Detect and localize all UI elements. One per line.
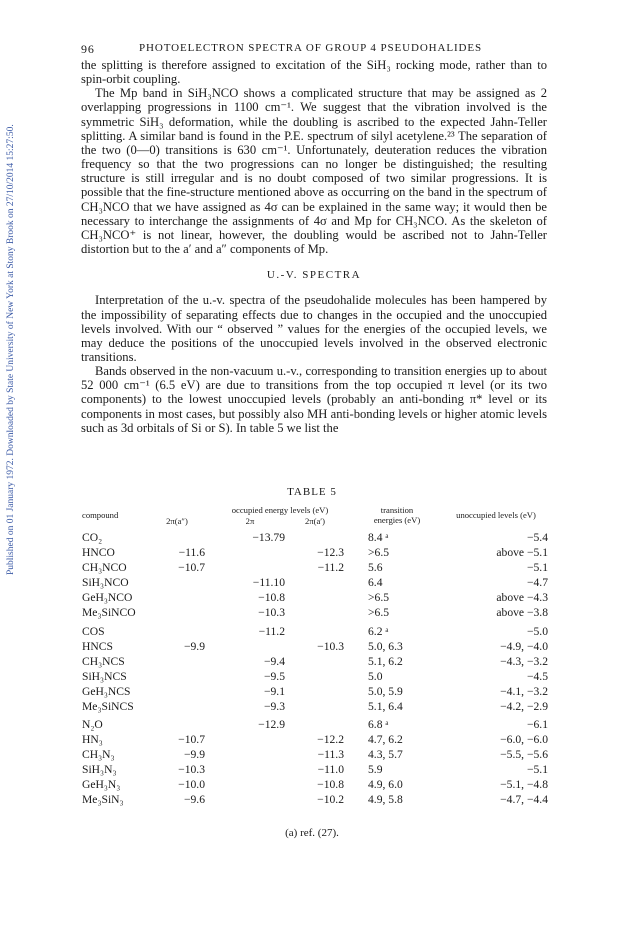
table-cell-ap: −10.3 bbox=[317, 640, 344, 653]
table-cell-compound: GeH₃N₃ bbox=[82, 778, 121, 791]
table-cell-compound: Me₃SiNCS bbox=[82, 700, 134, 713]
table-cell-tr: 5.0, 5.9 bbox=[368, 685, 403, 698]
table-cell-tr: 5.1, 6.2 bbox=[368, 655, 403, 668]
table-cell-compound: SiH₃N₃ bbox=[82, 763, 117, 776]
table-cell-pi: −11.2 bbox=[258, 625, 285, 638]
paragraph: the splitting is therefore assigned to excitation of the SiH₃ rocking mode, rather than to spin-orbit coupling. bbox=[81, 58, 547, 87]
col-header-unoccupied: unoccupied levels (eV) bbox=[456, 510, 536, 520]
table-cell-tr: 5.6 bbox=[368, 561, 383, 574]
table-footnote: (a) ref. (27). bbox=[285, 827, 339, 839]
table-cell-tr: >6.5 bbox=[368, 546, 390, 559]
table-cell-compound: Me₃SiNCO bbox=[82, 606, 136, 619]
table-cell-un: −5.1 bbox=[526, 561, 548, 574]
table-cell-ap: −12.2 bbox=[317, 733, 344, 746]
table-cell-un: −5.0 bbox=[526, 625, 548, 638]
table-cell-tr: >6.5 bbox=[368, 591, 390, 604]
table-cell-un: −4.1, −3.2 bbox=[500, 685, 548, 698]
table-cell-a2: −9.6 bbox=[183, 793, 205, 806]
table-cell-pi: −9.3 bbox=[263, 700, 285, 713]
table-cell-pi: −12.9 bbox=[258, 718, 285, 731]
table-cell-un: above −4.3 bbox=[496, 591, 548, 604]
table-cell-compound: HN₃ bbox=[82, 733, 103, 746]
table-cell-pi: −9.1 bbox=[263, 685, 285, 698]
table-cell-compound: CH₃NCO bbox=[82, 561, 127, 574]
table-cell-tr: 8.4 ᵃ bbox=[368, 531, 389, 544]
body-text bbox=[81, 58, 547, 435]
paragraph: The Mp band in SiH₃NCO shows a complicated structure that may be assigned as 2 overlapping progressions in 1100 cm⁻¹. We suggest that the vibration involved is the symmetric SiH₃ deformation, while the doubling is ascribed to the expected Jahn-Teller splitting. A similar band is found in the P.E. spectrum of silyl acetylene.²³ The separation of the two (0—0) transitions is 630 cm⁻¹. Unfortunately, deuteration reduces the vibration frequency so that the two progressions can no longer be distinguished; the resulting structure is still irregular and is no doubt composed of two similar progressions. It is possible that the fine-structure mentioned above as occurring on the band in the spectrum of CH₃NCO that we have assigned as 4σ can be explained in the same way; it would then be necessary to interchange the assignments of 4σ and Mp for CH₃NCO. As the skeleton of CH₃NCO⁺ is not linear, however, the doubling would be ascribed not to Jahn-Teller distortion but to the a′ and a″ components of Mp. bbox=[81, 86, 547, 257]
table-cell-compound: GeH₃NCO bbox=[82, 591, 133, 604]
table-cell-un: −4.3, −3.2 bbox=[500, 655, 548, 668]
table-cell-tr: 6.2 ᵃ bbox=[368, 625, 389, 638]
table-cell-ap: −11.2 bbox=[317, 561, 344, 574]
table-cell-tr: 5.0, 6.3 bbox=[368, 640, 403, 653]
table-cell-a2: −10.0 bbox=[178, 778, 205, 791]
table-cell-pi: −10.3 bbox=[258, 606, 285, 619]
table-cell-tr: 4.9, 6.0 bbox=[368, 778, 403, 791]
col-header-2pi: 2π bbox=[245, 516, 255, 526]
table-cell-ap: −11.3 bbox=[317, 748, 344, 761]
table-cell-un: −5.5, −5.6 bbox=[500, 748, 548, 761]
table-cell-un: −6.0, −6.0 bbox=[500, 733, 548, 746]
table-cell-un: above −3.8 bbox=[496, 606, 548, 619]
table-cell-tr: >6.5 bbox=[368, 606, 390, 619]
table-cell-un: −4.2, −2.9 bbox=[500, 700, 548, 713]
table-cell-un: above −5.1 bbox=[496, 546, 548, 559]
table-cell-pi: −11.10 bbox=[252, 576, 285, 589]
table-cell-compound: CH₃NCS bbox=[82, 655, 125, 668]
table-cell-compound: COS bbox=[82, 625, 105, 638]
table-cell-un: −4.7 bbox=[526, 576, 548, 589]
table-cell-compound: N₂O bbox=[82, 718, 103, 731]
table-cell-compound: CO₂ bbox=[82, 531, 103, 544]
table-cell-tr: 4.7, 6.2 bbox=[368, 733, 403, 746]
table-cell-tr: 5.0 bbox=[368, 670, 383, 683]
col-header-2pi-a1: 2π(a′) bbox=[304, 516, 326, 526]
table-cell-pi: −9.5 bbox=[263, 670, 285, 683]
table-caption: TABLE 5 bbox=[287, 486, 337, 498]
table-cell-pi: −13.79 bbox=[252, 531, 285, 544]
table-cell-a2: −10.3 bbox=[178, 763, 205, 776]
running-title: PHOTOELECTRON SPECTRA OF GROUP 4 PSEUDOHALIDES bbox=[139, 42, 483, 54]
table-cell-compound: SiH₃NCO bbox=[82, 576, 129, 589]
table-cell-compound: HNCS bbox=[82, 640, 113, 653]
table-cell-tr: 5.9 bbox=[368, 763, 383, 776]
table-cell-a2: −9.9 bbox=[183, 640, 205, 653]
table-cell-un: −5.1 bbox=[526, 763, 548, 776]
table-cell-a2: −9.9 bbox=[183, 748, 205, 761]
table-cell-compound: Me₃SiN₃ bbox=[82, 793, 124, 806]
table-cell-un: −6.1 bbox=[526, 718, 548, 731]
table-cell-tr: 6.4 bbox=[368, 576, 383, 589]
table-cell-tr: 5.1, 6.4 bbox=[368, 700, 403, 713]
table-cell-ap: −10.2 bbox=[317, 793, 344, 806]
table-cell-un: −4.9, −4.0 bbox=[500, 640, 548, 653]
table-cell-pi: −9.4 bbox=[263, 655, 285, 668]
table-cell-ap: −11.0 bbox=[317, 763, 344, 776]
table-cell-a2: −11.6 bbox=[178, 546, 205, 559]
table-cell-pi: −10.8 bbox=[258, 591, 285, 604]
section-heading: U.-V. SPECTRA bbox=[266, 269, 362, 282]
table-cell-compound: SiH₃NCS bbox=[82, 670, 127, 683]
table-cell-ap: −10.8 bbox=[317, 778, 344, 791]
table-cell-compound: HNCO bbox=[82, 546, 115, 559]
table-cell-un: −5.4 bbox=[526, 531, 548, 544]
col-header-compound: compound bbox=[82, 510, 119, 520]
table-cell-tr: 4.3, 5.7 bbox=[368, 748, 403, 761]
table-cell-compound: CH₃N₃ bbox=[82, 748, 115, 761]
table-cell-un: −5.1, −4.8 bbox=[500, 778, 548, 791]
download-watermark: Published on 01 January 1972. Downloaded by State University of New York at Stony Brook on 27/10/2014 15:27:50. bbox=[6, 124, 16, 576]
col-header-occupied: occupied energy levels (eV) bbox=[231, 505, 329, 515]
table-cell-ap: −12.3 bbox=[317, 546, 344, 559]
table-cell-compound: GeH₃NCS bbox=[82, 685, 131, 698]
col-header-transition: transition energies (eV) bbox=[373, 505, 421, 525]
table-cell-a2: −10.7 bbox=[178, 561, 205, 574]
table-cell-tr: 6.8 ᵃ bbox=[368, 718, 389, 731]
table-cell-tr: 4.9, 5.8 bbox=[368, 793, 403, 806]
paragraph: Interpretation of the u.-v. spectra of the pseudohalide molecules has been hampered by the impossibility of separating effects due to changes in the occupied and the unoccupied levels involved. With our “ observed ” values for the energies of the occupied levels, we may deduce the positions of the unoccupied levels involved in the observed electronic transitions. bbox=[81, 293, 547, 364]
page-number: 96 bbox=[81, 42, 95, 56]
table-cell-un: −4.5 bbox=[526, 670, 548, 683]
paragraph: Bands observed in the non-vacuum u.-v., corresponding to transition energies up to about 52 000 cm⁻¹ (6.5 eV) are due to transitions from the top occupied π level (or its two components) to the lowest unoccupied levels (probably an anti-bonding π* level or its components in most cases, but possibly also MH anti-bonding levels or higher atomic levels such as 3d orbitals of Si or S). In table 5 we list the bbox=[81, 364, 547, 435]
col-header-2pi-a2: 2π(a″) bbox=[166, 516, 188, 526]
table-cell-un: −4.7, −4.4 bbox=[500, 793, 548, 806]
table-cell-a2: −10.7 bbox=[178, 733, 205, 746]
